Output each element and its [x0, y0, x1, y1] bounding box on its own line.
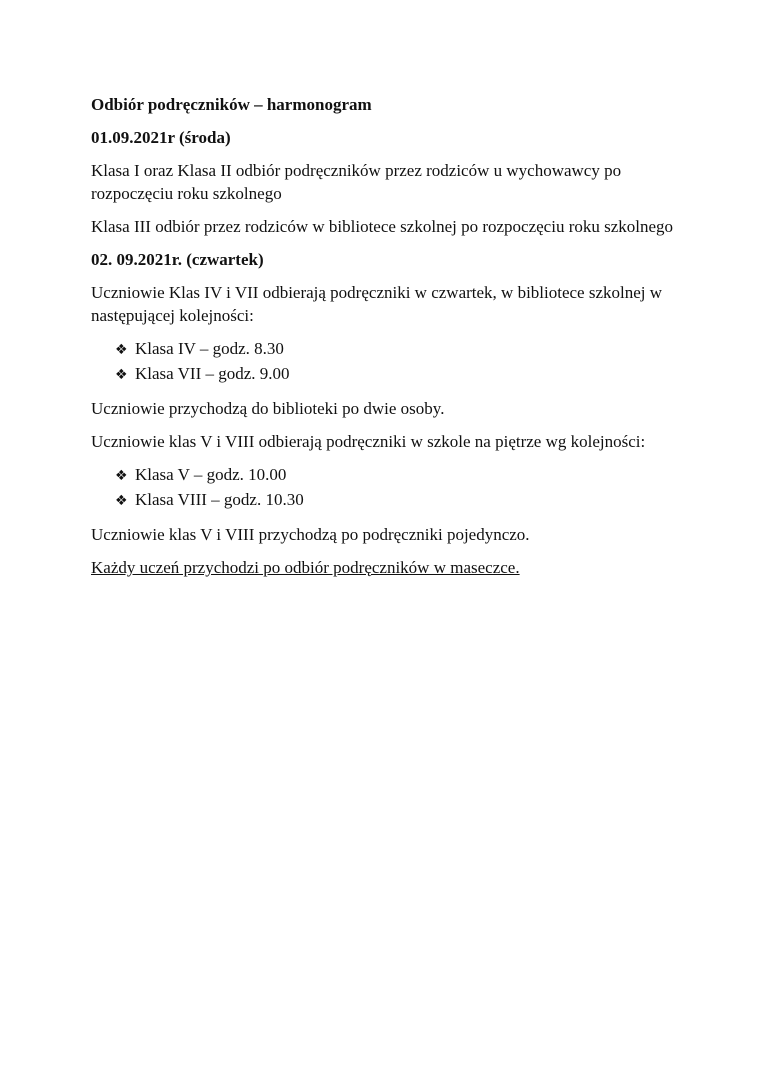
- day2-intro: Uczniowie Klas IV i VII odbierają podręczniki w czwartek, w bibliotece szkolnej w następującej kolejności:: [91, 283, 663, 325]
- day1-paragraph: Klasa I oraz Klasa II odbiór podręczników przez rodziców u wychowawcy po rozpoczęciu roku szkolnego: [91, 161, 622, 203]
- diamond-bullet-icon: ❖: [115, 468, 128, 484]
- diamond-bullet-icon: ❖: [115, 342, 128, 358]
- mask-notice: Każdy uczeń przychodzi po odbiór podręczników w maseczce.: [91, 558, 520, 577]
- day1-paragraph: Klasa III odbiór przez rodziców w bibliotece szkolnej po rozpoczęciu roku szkolnego: [91, 217, 674, 236]
- list-item: [115, 463, 681, 488]
- list-item-text: Klasa VII – godz. 9.00: [135, 364, 290, 383]
- document-content: [91, 93, 681, 589]
- day2-note: Uczniowie klas V i VIII przychodzą po podręczniki pojedynczo.: [91, 525, 530, 544]
- schedule-list: [91, 463, 681, 513]
- day2-intro: Uczniowie klas V i VIII odbierają podręczniki w szkole na piętrze wg kolejności:: [91, 432, 646, 451]
- day2-heading: 02. 09.2021r. (czwartek): [91, 250, 264, 269]
- document-title: Odbiór podręczników – harmonogram: [91, 95, 372, 114]
- day1-heading: 01.09.2021r (środa): [91, 128, 231, 147]
- list-item: [115, 337, 681, 362]
- diamond-bullet-icon: ❖: [115, 367, 128, 383]
- diamond-bullet-icon: ❖: [115, 493, 128, 509]
- list-item: [115, 362, 681, 387]
- list-item-text: Klasa V – godz. 10.00: [135, 465, 287, 484]
- schedule-list: [91, 337, 681, 387]
- list-item-text: Klasa VIII – godz. 10.30: [135, 490, 304, 509]
- list-item-text: Klasa IV – godz. 8.30: [135, 339, 284, 358]
- list-item: [115, 488, 681, 513]
- day2-note: Uczniowie przychodzą do biblioteki po dwie osoby.: [91, 399, 445, 418]
